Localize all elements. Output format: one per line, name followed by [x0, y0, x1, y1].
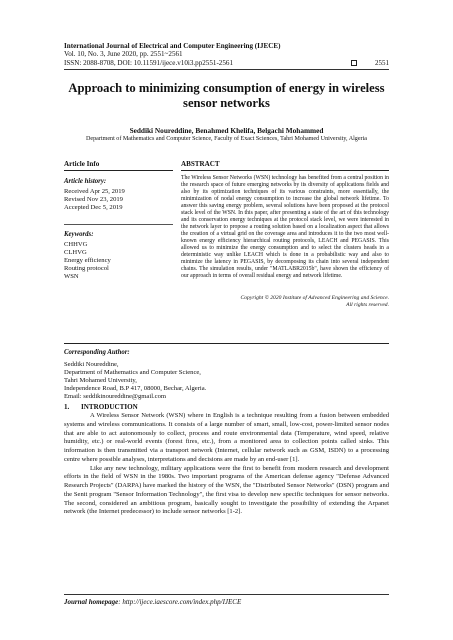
keyword-list [64, 241, 111, 281]
author-list: Seddiki Noureddine, Benahmed Khelifa, Belgachi Mohammed [129, 126, 324, 135]
abstract-rule [181, 170, 389, 171]
footer-colon: : [118, 598, 123, 606]
section-title: INTRODUCTION [81, 403, 138, 411]
introduction-heading [64, 403, 138, 411]
copyright-line: Copyright © 2020 Institute of Advanced Engineering and Science. [240, 295, 389, 301]
square-box-icon [351, 60, 357, 66]
corresponding-details [64, 361, 206, 401]
section-number: 1. [64, 403, 70, 411]
header-divider [64, 69, 389, 70]
keyword-item: Energy efficiency [64, 257, 111, 264]
article-info-rule [64, 170, 173, 171]
keyword-item: CLHVG [64, 249, 87, 256]
history-heading: Article history: [64, 178, 107, 185]
corresponding-address: Independence Road, B.P 417, 08000, Bechar, Algeria. [64, 385, 207, 393]
section-divider [64, 343, 389, 344]
keyword-item: Routing protocol [64, 265, 109, 272]
history-list [64, 188, 125, 212]
abstract-heading: ABSTRACT [181, 160, 220, 168]
page-number-block [351, 59, 389, 67]
footer-label: Journal homepage [64, 598, 119, 606]
article-info-heading: Article Info [64, 160, 100, 168]
journal-homepage-link[interactable]: http://ijece.iaescore.com/index.php/IJECE [122, 598, 242, 606]
copyright-notice [181, 295, 389, 309]
volume-line: Vol. 10, No. 3, June 2020, pp. 2551~2561 [64, 50, 183, 59]
issn-line: ISSN: 2088-8708, DOI: 10.11591/ijece.v10i3.pp2551-2561 [64, 58, 233, 67]
keyword-item: WSN [64, 273, 79, 280]
corresponding-name: Seddiki Noureddine, [64, 361, 119, 368]
keywords-heading: Keywords: [64, 231, 94, 238]
rights-line: All rights reserved. [346, 302, 389, 308]
corresponding-department: Department of Mathematics and Computer Science, [64, 369, 201, 377]
page-number: 2551 [375, 59, 389, 67]
abstract-body [181, 175, 389, 280]
corresponding-heading: Corresponding Author: [64, 349, 130, 356]
corresponding-email: Email: seddikinoureddine@gmail.com [64, 393, 167, 401]
history-rule [64, 224, 173, 225]
corresponding-university: Tahri Mohamed University, [64, 377, 137, 385]
abstract-text: The Wireless Sensor Networks (WSN) technology has benefited from a central position in the research space of future emerging networks by its diversity of applications fields and also by its optimization techniques of its various constraints, more essentially, the minimization of nodal energy consumption to increase the global network lifetime. To answer this saving energy problem, several solutions have been proposed at the protocol stack level of the WSN. In this paper, after presenting a state of the art of this technology and its conservation energy techniques at the protocol stack level, we were interested in the network layer to propose a routing solution based on a localization aspect that allows the creation of a virtual grid on the coverage area and introduces it to the two most well-known energy efficiency hierarchical routing protocols, LEACH and PEGASIS. This allowed us to minimize the energy consumption and to select the clusters heads in a deterministic way unlike LEACH which is done in a probabilistic way and also to minimize the latency in PEGASIS, by decomposing its chain into several independent chains. The simulation results, under "MATLABR2015b", have shown the efficiency of our approach in terms of overall residual energy and network lifetime. [181, 175, 389, 280]
journal-header [64, 42, 280, 67]
introduction-body [64, 412, 389, 517]
affiliation: Department of Mathematics and Computer Science, Faculty of Exact Sciences, Tahri Mohamed University, Algeria [86, 136, 367, 142]
footer-divider [64, 594, 389, 595]
journal-name: International Journal of Electrical and Computer Engineering (IJECE) [64, 42, 281, 50]
paragraph: Like any new technology, military applications were the first to benefit from modern research and development efforts in the field of WSN in the 1980s. Two important programs of the American defense agency "Defense Advanced Research Projects" (DARPA) have marked the history of the WSN, the "Distributed Sensor Networks" (DSN) program and the Senit program "Sensor Information Technology", the first visa to develop new specific techniques for sensor networks. The second, considered an ambitious program, basically sought to investigate the possibility of extending the Arpanet network (the Internet predecessor) to include sensor networks [1-2]. [64, 464, 389, 516]
keyword-item: CHHVG [64, 241, 88, 248]
paper-title: Approach to minimizing consumption of energy in wireless sensor networks [68, 81, 385, 110]
paragraph: A Wireless Sensor Network (WSN) where in English is a technique resulting from a fusion between embedded systems and wireless communications. It consists of a large number of smart, small, low-cost, power-limited sensor nodes that are able to act autonomously to collect, process and route environmental data (Temperature, wind speed, relative humidity, etc.) or real-world events (forest fires, etc.), from a monitored area to collection points called sinks. This information is then transmitted via a transport network (Internet, cellular network such as GSM, ISDN) to a processing centre where possible analyses, interpretations and decisions are made by an end-user [1]. [64, 412, 389, 463]
history-accepted: Accepted Dec 5, 2019 [64, 204, 123, 211]
journal-footer [64, 598, 241, 606]
history-revised: Revised Nov 23, 2019 [64, 196, 123, 203]
history-received: Received Apr 25, 2019 [64, 188, 125, 195]
